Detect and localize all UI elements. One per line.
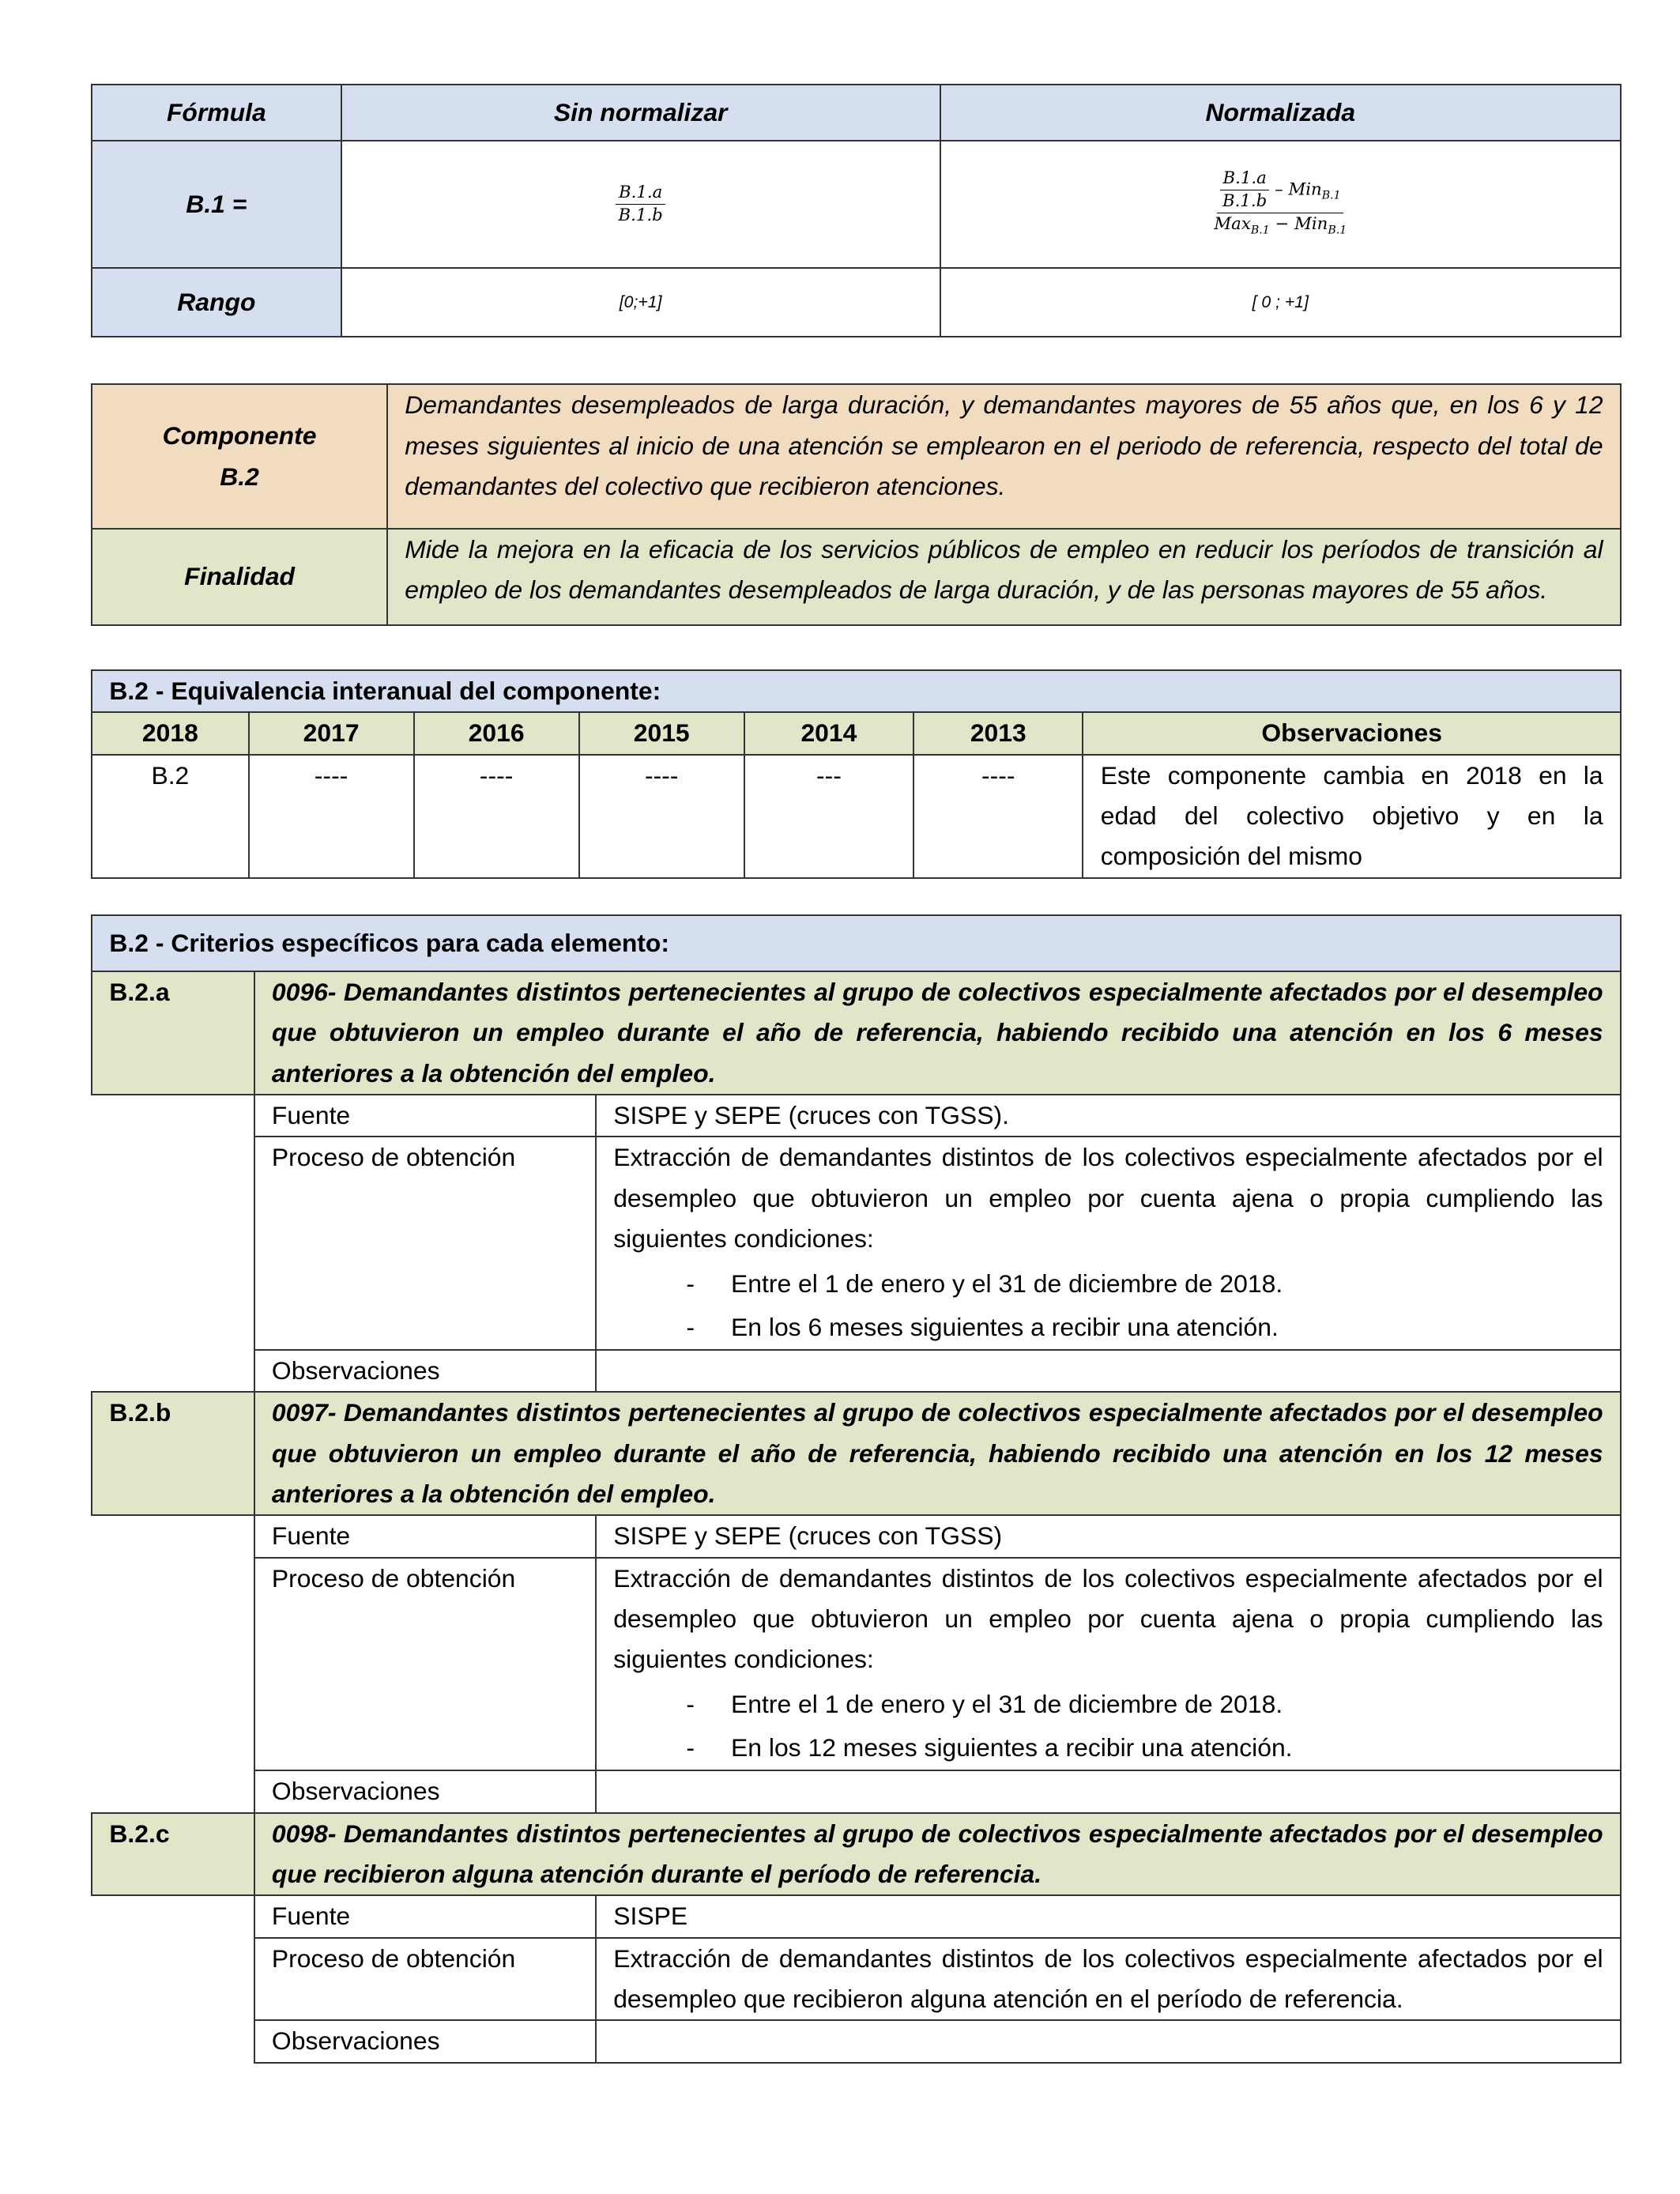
subscript: B.1 <box>1321 189 1341 202</box>
proceso-label: Proceso de obtención <box>254 1137 596 1350</box>
header-formula: Fórmula <box>92 85 341 141</box>
component-description: Demandantes desempleados de larga duración, y demandantes mayores de 55 años que, en los 6 y 12 meses siguientes al inicio de una atención se emplearon en el periodo de referencia, respecto del total de demandantes del colectivo que recibieron atenciones. <box>387 384 1621 528</box>
row-label-rango: Rango <box>92 268 341 337</box>
condition-text: En los 12 meses siguientes a recibir una atención. <box>731 1733 1293 1762</box>
inner-numerator: B.1.a <box>1220 168 1269 190</box>
year-header: 2015 <box>579 712 744 754</box>
condition-item <box>613 1683 1603 1726</box>
observaciones-label: Observaciones <box>254 1770 596 1812</box>
equivalencia-title: B.2 - Equivalencia interanual del componente: <box>92 670 1621 712</box>
fuente-label: Fuente <box>254 1895 596 1937</box>
row-label-b1: B.1 = <box>92 141 341 268</box>
fuente-value: SISPE y SEPE (cruces con TGSS) <box>596 1515 1621 1557</box>
subscript: B.1 <box>1328 224 1347 237</box>
condition-item <box>613 1306 1603 1349</box>
conditions-list <box>613 1262 1603 1349</box>
header-sin-normalizar: Sin normalizar <box>341 85 940 141</box>
fuente-value: SISPE y SEPE (cruces con TGSS). <box>596 1095 1621 1137</box>
conditions-list <box>613 1683 1603 1770</box>
observaciones-value <box>596 2020 1621 2062</box>
condition-text: Entre el 1 de enero y el 31 de diciembre de 2018. <box>731 1690 1283 1719</box>
element-code: B.2.a <box>92 971 254 1095</box>
proceso-label: Proceso de obtención <box>254 1558 596 1771</box>
criterios-title: B.2 - Criterios específicos para cada elemento: <box>92 915 1621 971</box>
minus-min: – Min <box>1275 179 1322 199</box>
proceso-value <box>596 1137 1621 1350</box>
proceso-text: Extracción de demandantes distintos de los colectivos especialmente afectados por el desempleo que obtuvieron un empleo por cuenta ajena o propia cumpliendo las siguientes condiciones: <box>613 1563 1603 1674</box>
condition-text: En los 6 meses siguientes a recibir una atención. <box>731 1312 1279 1341</box>
year-header: 2014 <box>744 712 913 754</box>
dash-bullet: - <box>686 1733 695 1762</box>
formula-table <box>91 84 1622 337</box>
dash-bullet: - <box>686 1312 695 1341</box>
fuente-value: SISPE <box>596 1895 1621 1937</box>
observaciones-label: Observaciones <box>254 1350 596 1392</box>
proceso-text: Extracción de demandantes distintos de los colectivos especialmente afectados por el desempleo que obtuvieron un empleo por cuenta ajena o propia cumpliendo las siguientes condiciones: <box>613 1143 1603 1253</box>
year-value: B.2 <box>92 755 248 878</box>
proceso-label: Proceso de obtención <box>254 1938 596 2021</box>
dash-bullet: - <box>686 1269 695 1298</box>
element-title: 0096- Demandantes distintos pertenecientes al grupo de colectivos especialmente afectados por el desempleo que obtuvieron un empleo durante el año de referencia, habiendo recibido una atención en los 6 meses anteriores a la obtención del empleo. <box>254 971 1621 1095</box>
year-header: 2016 <box>414 712 579 754</box>
proceso-value: Extracción de demandantes distintos de los colectivos especialmente afectados por el desempleo que recibieron alguna atención en el período de referencia. <box>596 1938 1621 2021</box>
component-label <box>92 384 387 528</box>
max: Max <box>1214 214 1251 235</box>
condition-item <box>613 1262 1603 1306</box>
observaciones-value: Este componente cambia en 2018 en la edad del colectivo objetivo y en la composición del mismo <box>1083 755 1620 878</box>
rango-normalizada: [ 0 ; +1] <box>940 268 1621 337</box>
element-code: B.2.b <box>92 1392 254 1515</box>
proceso-value <box>596 1558 1621 1771</box>
year-value: ---- <box>579 755 744 878</box>
element-title: 0097- Demandantes distintos pertenecientes al grupo de colectivos especialmente afectados por el desempleo que obtuvieron un empleo durante el año de referencia, habiendo recibido una atención en los 12 meses anteriores a la obtención del empleo. <box>254 1392 1621 1515</box>
year-header: 2017 <box>249 712 414 754</box>
element-title: 0098- Demandantes distintos pertenecientes al grupo de colectivos especialmente afectados por el desempleo que recibieron alguna atención durante el período de referencia. <box>254 1813 1621 1896</box>
criterios-table <box>91 914 1622 2064</box>
condition-item <box>613 1726 1603 1770</box>
inner-denominator: B.1.b <box>1222 190 1268 211</box>
header-normalizada: Normalizada <box>940 85 1621 141</box>
fuente-label: Fuente <box>254 1515 596 1557</box>
year-header: 2013 <box>913 712 1083 754</box>
finalidad-label: Finalidad <box>92 529 387 625</box>
component-label-line1: Componente <box>162 421 317 450</box>
formula-sin-normalizar <box>341 141 940 268</box>
year-header: 2018 <box>92 712 248 754</box>
condition-text: Entre el 1 de enero y el 31 de diciembre de 2018. <box>731 1269 1283 1298</box>
year-value: --- <box>744 755 913 878</box>
element-code: B.2.c <box>92 1813 254 1896</box>
year-value: ---- <box>414 755 579 878</box>
year-value: ---- <box>913 755 1083 878</box>
subscript: B.1 <box>1250 224 1270 237</box>
formula-normalizada: $\frac{B.1.a}{B.1.b}$ – Min$_{B.1}$ Max$_{B.1}$ − Min$_{B.1}$ <box>940 141 1621 268</box>
equivalencia-table <box>91 669 1622 879</box>
rango-sin-normalizar: [0;+1] <box>341 268 940 337</box>
finalidad-text: Mide la mejora en la eficacia de los servicios públicos de empleo en reducir los períodos de transición al empleo de los demandantes desempleados de larga duración, y de las personas mayores de 55 años. <box>387 529 1621 625</box>
observaciones-value <box>596 1350 1621 1392</box>
component-label-line2: B.2 <box>220 462 259 491</box>
year-value: ---- <box>249 755 414 878</box>
min: Min <box>1294 214 1328 235</box>
fuente-label: Fuente <box>254 1095 596 1137</box>
dash-bullet: - <box>686 1690 695 1719</box>
numerator: B.1.a <box>616 182 665 205</box>
observaciones-value <box>596 1770 1621 1812</box>
observaciones-label: Observaciones <box>254 2020 596 2062</box>
denominator: B.1.b <box>618 205 663 226</box>
observaciones-header: Observaciones <box>1083 712 1620 754</box>
component-table <box>91 383 1622 626</box>
